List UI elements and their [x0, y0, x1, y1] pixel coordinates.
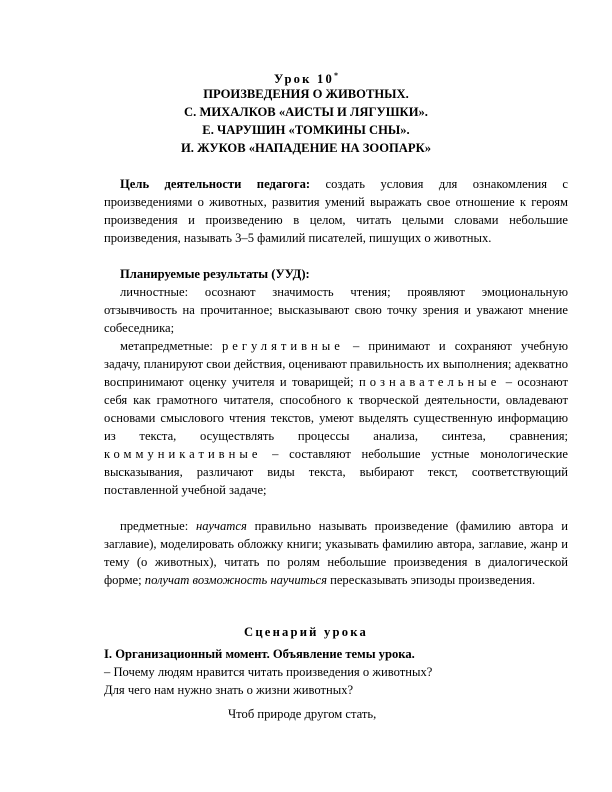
regulative-label: регулятивные: [221, 339, 344, 353]
goal-paragraph: [104, 175, 568, 247]
will-learn-label: научатся: [196, 519, 247, 533]
subject-text-1: правильно называть произведение (фамилию автора и заглавие), моделировать обложку книги; указывать фамилию автора, заглавие, жанр и тему (о животных), читать по ролям небольшие произведения в диалогической форме;: [104, 519, 568, 587]
may-learn-label: получат возможность научиться: [144, 573, 327, 587]
meta-paragraph: [104, 337, 568, 499]
communicative-text: – составляют небольшие устные монологические высказывания, различают виды текста, выбирают текст, соответствующий поставленной учебной задаче;: [104, 447, 568, 497]
regulative-text: – принимают и сохраняют учебную задачу, планируют свои действия, оценивают правильность их выполнения; адекватно воспринимают оценку учителя и товарищей;: [104, 339, 568, 389]
poem-line: Чтоб природе другом стать,: [228, 707, 377, 721]
goal-text: создать условия для ознакомления с произведениями о животных, развития умений выражать свое отношение к героям произведения и произведению в целом, читать целыми словами небольшие произведения, называть 3–5 фамилий писателей, пишущих о животных.: [104, 177, 568, 245]
personal-paragraph: [104, 283, 568, 337]
scenario-heading: Сценарий урока: [244, 625, 368, 639]
subject-text-2: пересказывать эпизоды произведения.: [326, 573, 536, 587]
title-line-3: Е. ЧАРУШИН «ТОМКИНЫ СНЫ».: [202, 123, 410, 137]
results-heading: Планируемые результаты (УУД):: [120, 267, 310, 281]
cognitive-label: познавательные: [359, 375, 501, 389]
goal-label: Цель деятельности педагога:: [120, 177, 311, 191]
subject-label: предметные:: [120, 519, 189, 533]
personal-label: личностные:: [120, 285, 189, 299]
question-1: – Почему людям нравится читать произведения о животных?: [104, 665, 433, 679]
question-2: Для чего нам нужно знать о жизни животных?: [104, 683, 354, 697]
title-line-1: ПРОИЗВЕДЕНИЯ О ЖИВОТНЫХ.: [203, 87, 409, 101]
section-1-heading: I. Организационный момент. Объявление темы урока.: [104, 647, 415, 661]
communicative-label: коммуникативные: [104, 447, 262, 461]
title-line-4: И. ЖУКОВ «НАПАДЕНИЕ НА ЗООПАРК»: [180, 141, 432, 155]
lesson-number: Урок 10*: [274, 71, 338, 86]
cognitive-text: – осознают себя как грамотного читателя, способного к творческой деятельности, овладевают основами смыслового чтения текстов, умеют выделять существенную информацию из текста, осуществлять процессы анализа, синтеза, сравнения;: [104, 375, 568, 443]
meta-label: метапредметные:: [120, 339, 213, 353]
personal-text: осознают значимость чтения; проявляют эмоциональную отзывчивость на прочитанное; высказывают свою точку зрения и уважают мнение собеседника;: [104, 285, 568, 335]
title-line-2: С. МИХАЛКОВ «АИСТЫ И ЛЯГУШКИ».: [184, 105, 428, 119]
subject-paragraph: [104, 517, 568, 589]
